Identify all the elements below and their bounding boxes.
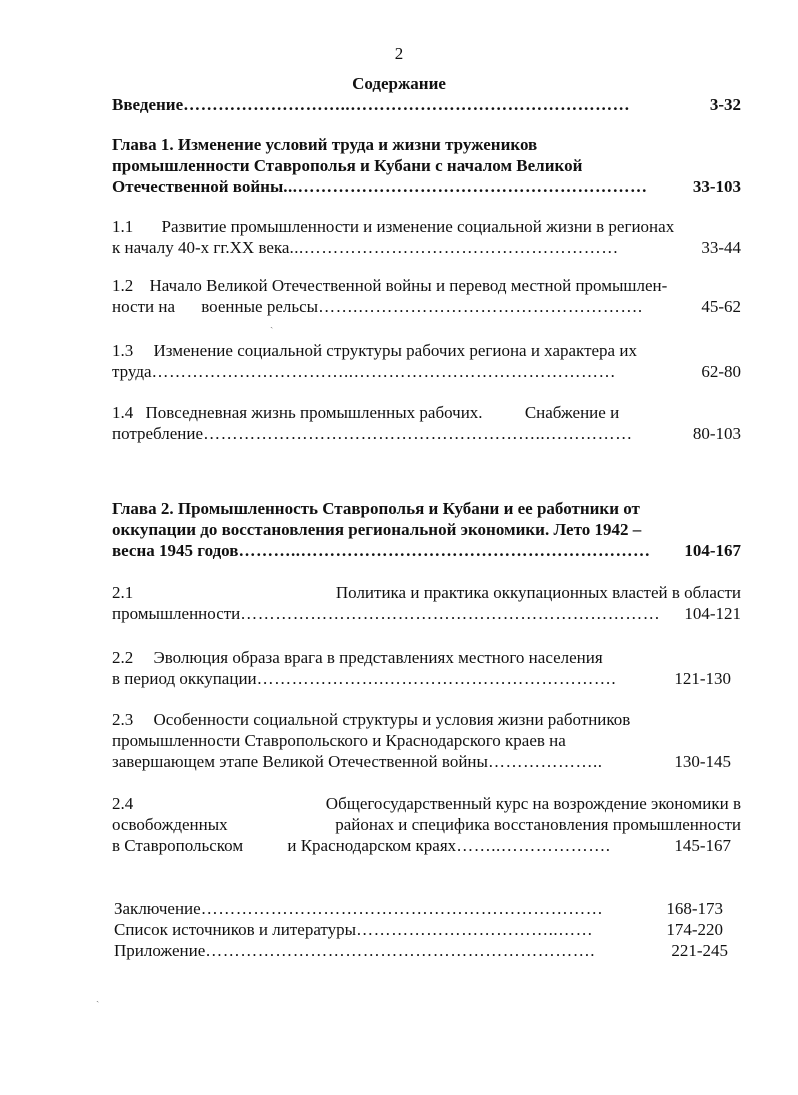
toc-pages: 145-167: [674, 836, 731, 855]
toc-dots: …………………………………………………..……………: [203, 424, 633, 443]
section-1-1-line2: [112, 237, 741, 258]
section-1-3-line2: [112, 361, 741, 382]
toc-entry-sources: [114, 919, 723, 940]
toc-dots: ………………….………………………………….: [256, 669, 617, 688]
toc-dots: ……………………………………………………………: [200, 899, 604, 918]
toc-dots: ………………………………………………………….: [205, 941, 595, 960]
toc-label: потребление: [112, 424, 204, 443]
toc-pages: 62-80: [701, 362, 741, 381]
section-number: 2.2: [112, 648, 134, 667]
toc-pages: 33-44: [701, 238, 741, 257]
page-title: Содержание: [352, 74, 446, 93]
section-text-cont: Снабжение и: [524, 403, 620, 422]
toc-label: Заключение: [114, 899, 201, 918]
scan-speck-mark: ˏ: [96, 992, 100, 1003]
toc-dots: ...………………………………………………: [289, 238, 619, 257]
chapter1-line1: Глава 1. Изменение условий труда и жизни тружеников: [112, 135, 538, 154]
toc-label: промышленности: [112, 604, 241, 623]
toc-dots: ………………………..…………………………………………: [183, 95, 631, 114]
toc-pages: 45-62: [701, 297, 741, 316]
section-number: 2.4: [112, 794, 134, 813]
section-2-3-line1: [112, 709, 630, 730]
scan-speck-mark: ˏ: [270, 318, 274, 329]
toc-label: Введение: [112, 95, 184, 114]
section-2-3-line3: [112, 751, 731, 772]
section-text: Развитие промышленности и изменение социальной жизни в регионах: [161, 217, 675, 236]
chapter2-line2: оккупации до восстановления региональной экономики. Лето 1942 –: [112, 520, 642, 539]
toc-dots: ……..……………….: [456, 836, 611, 855]
toc-label: труда: [112, 362, 152, 381]
section-text: Общегосударственный курс на возрождение экономики в: [325, 794, 741, 813]
toc-label: завершающем этапе Великой Отечественной войны: [112, 752, 488, 771]
section-2-2-line1: [112, 647, 603, 668]
toc-pages: 3-32: [709, 95, 741, 114]
toc-label: в Ставропольском: [112, 836, 244, 855]
section-2-3-line2: промышленности Ставропольского и Краснодарского краев на: [112, 731, 566, 750]
section-text-cont: районах и специфика восстановления промышленности: [335, 815, 741, 834]
toc-pages: 104-121: [684, 604, 741, 623]
section-number: 1.3: [112, 341, 134, 360]
section-1-4-line1: [112, 402, 619, 423]
toc-label: ности на: [112, 297, 175, 316]
toc-pages: 130-145: [674, 752, 731, 771]
section-1-4-line2: [112, 423, 741, 444]
section-text: Политика и практика оккупационных властей в области: [335, 583, 741, 602]
section-text: Повседневная жизнь промышленных рабочих.: [145, 403, 483, 422]
page-number: 2: [394, 44, 404, 63]
section-1-2-line2: [112, 296, 741, 317]
toc-dots: ………………..: [487, 752, 603, 771]
toc-label: Список источников и литературы: [114, 920, 357, 939]
toc-entry-appendix: [114, 940, 728, 961]
section-text: освобожденных: [112, 815, 228, 834]
toc-label-cont: и Краснодарском краях: [287, 836, 457, 855]
toc-pages: 221-245: [671, 941, 728, 960]
toc-label: Приложение: [114, 941, 206, 960]
section-number: 2.1: [112, 583, 134, 602]
section-text: Начало Великой Отечественной войны и перевод местной промышлен-: [149, 276, 668, 295]
toc-pages: 80-103: [692, 424, 741, 443]
section-number: 1.2: [112, 276, 134, 295]
chapter2-line3: [112, 540, 741, 561]
section-2-1-line2: [112, 603, 741, 624]
toc-pages: 174-220: [666, 920, 723, 939]
toc-entry-conclusion: [114, 898, 723, 919]
toc-label: Отечественной войны: [112, 177, 284, 196]
toc-dots: ………………………………………………………………: [240, 604, 661, 623]
toc-dots: ……………………………..……: [356, 920, 594, 939]
toc-label: к началу 40-х гг.ХХ века: [112, 238, 290, 257]
section-number: 1.4: [112, 403, 134, 422]
section-2-4-line2: [112, 814, 741, 835]
toc-pages: 168-173: [666, 899, 723, 918]
section-1-3-line1: [112, 340, 637, 361]
section-2-2-line2: [112, 668, 731, 689]
toc-label: весна 1945 годов: [112, 541, 239, 560]
toc-dots: ……………………………..………………………………………: [151, 362, 617, 381]
section-number: 2.3: [112, 710, 134, 729]
chapter1-line3: [112, 176, 741, 197]
section-text: Эволюция образа врага в представлениях местного населения: [153, 648, 603, 667]
toc-dots: …….………………………………………….: [318, 297, 643, 316]
section-text: Особенности социальной структуры и условия жизни работников: [153, 710, 631, 729]
chapter2-line1: Глава 2. Промышленность Ставрополья и Кубани и ее работники от: [112, 499, 640, 518]
section-2-4-line3: [112, 835, 731, 856]
section-1-2-line1: [112, 275, 667, 296]
section-2-4-line1: [112, 793, 741, 814]
section-number: 1.1: [112, 217, 134, 236]
toc-pages: 121-130: [674, 669, 731, 688]
toc-dots: ………..……………………………………………………: [238, 541, 651, 560]
toc-dots: ...……………………………………………………: [283, 177, 648, 196]
toc-pages: 104-167: [684, 541, 741, 560]
section-text: Изменение социальной структуры рабочих региона и характера их: [153, 341, 637, 360]
toc-label-cont: военные рельсы: [201, 297, 319, 316]
toc-pages: 33-103: [692, 177, 741, 196]
toc-entry-intro: [112, 94, 741, 115]
section-1-1-line1: [112, 216, 674, 237]
toc-label: в период оккупации: [112, 669, 257, 688]
chapter1-line2: промышленности Ставрополья и Кубани с началом Великой: [112, 156, 583, 175]
section-2-1-line1: [112, 582, 741, 603]
